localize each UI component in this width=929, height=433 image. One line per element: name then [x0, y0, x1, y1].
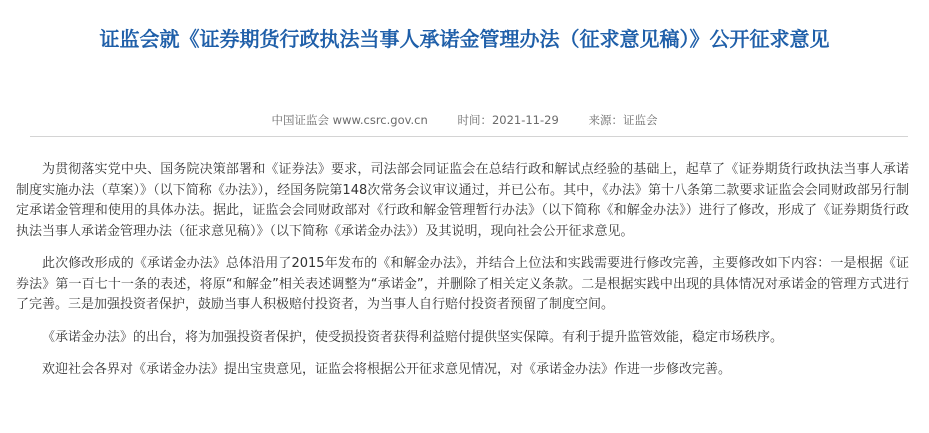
meta-divider — [30, 136, 908, 137]
article-body — [16, 160, 909, 393]
paragraph-2: 此次修改形成的《承诺金办法》总体沿用了2015年发布的《和解金办法》，并结合上位法和实践需要进行修改完善，主要修改如下内容：一是根据《证券法》第一百七十一条的表述，将原“和解金”相关表述调整为“承诺金”，并删除了相关定义条款。二是根据实践中出现的具体情况对承诺金的管理方式进行了完善。三是加强投资者保护，鼓励当事人积极赔付投资者，为当事人自行赔付投资者预留了制度空间。 — [16, 256, 909, 312]
article-title: 证监会就《证券期货行政执法当事人承诺金管理办法（征求意见稿）》公开征求意见 — [99, 27, 830, 51]
publish-time: 时间：2021-11-29 — [457, 113, 559, 127]
source-site: 中国证监会 www.csrc.gov.cn — [271, 113, 428, 127]
paragraph-4: 欢迎社会各界对《承诺金办法》提出宝贵意见，证监会将根据公开征求意见情况，对《承诺金办法》作进一步修改完善。 — [42, 362, 732, 377]
article-meta — [40, 110, 889, 130]
paragraph-1: 为贯彻落实党中央、国务院决策部署和《证券法》要求，司法部会同证监会在总结行政和解试点经验的基础上，起草了《证券期货行政执法当事人承诺制度实施办法（草案）》（以下简称《办法》），经国务院第148次常务会议审议通过，并已公布。其中，《办法》第十八条第二款要求证监会会同财政部另行制定承诺金管理和使用的具体办法。据此，证监会会同财政部对《行政和解金管理暂行办法》（以下简称《和解金办法》）进行了修改，形成了《证券期货行政执法当事人承诺金管理办法（征求意见稿）》（以下简称《承诺金办法》）及其说明，现向社会公开征求意见。 — [16, 162, 909, 239]
paragraph-3: 《承诺金办法》的出台，将为加强投资者保护，使受损投资者获得利益赔付提供坚实保障。有利于提升监管效能，稳定市场秩序。 — [42, 329, 784, 345]
article-origin: 来源：证监会 — [588, 113, 658, 127]
